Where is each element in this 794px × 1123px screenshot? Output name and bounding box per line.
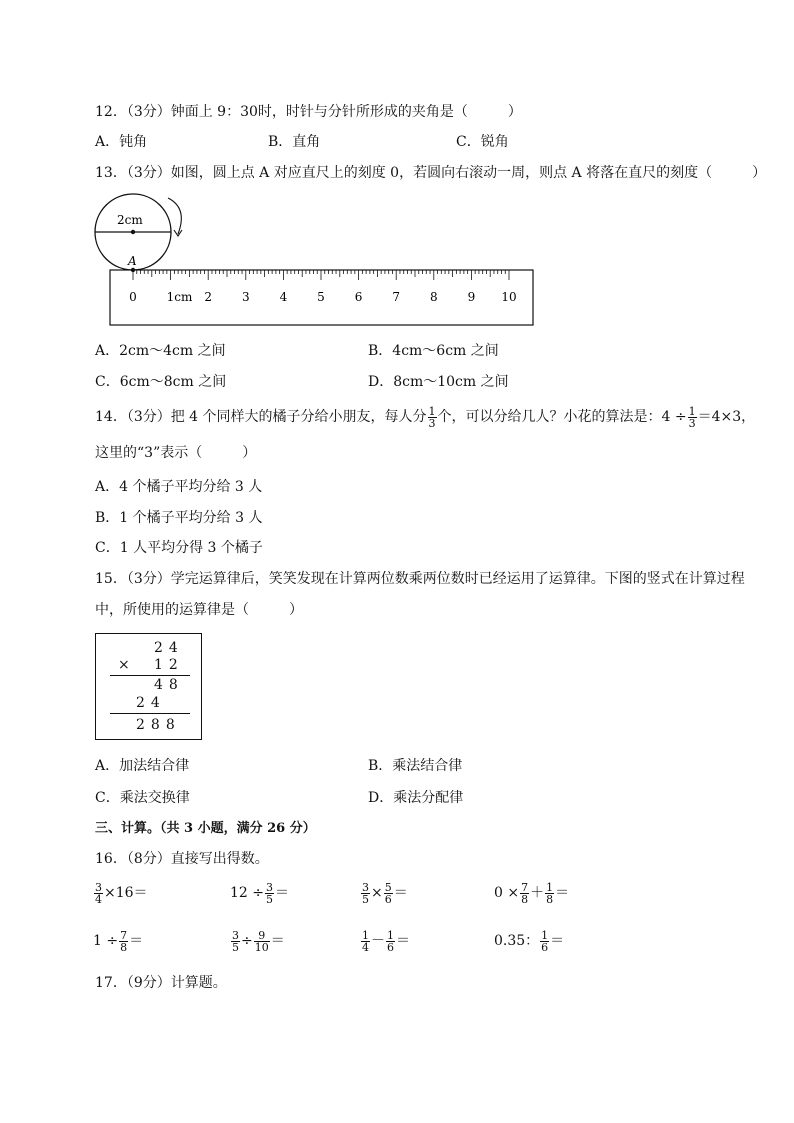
ruler-labels <box>129 290 516 304</box>
ruler-label: 3 <box>241 290 250 304</box>
q16-item-8: 0.35： $\frac{1}{6}$ ＝ <box>494 928 565 954</box>
vertical-rule-2 <box>110 713 190 714</box>
q16-stem: 16．（8分）直接写出得数。 <box>95 851 269 867</box>
vertical-row-2: 12 <box>154 657 184 673</box>
q14-option-c: C．1 人平均分得 3 个橘子 <box>95 540 263 556</box>
ruler-label: 5 <box>317 290 325 304</box>
diameter-label: 2cm <box>117 213 143 227</box>
q14-fraction-2: $\frac{1}{3}$ <box>688 404 696 430</box>
q15-option-c: C．乘法交换律 <box>95 790 190 806</box>
q12-close-paren: ） <box>507 104 522 120</box>
vertical-rule-1 <box>110 675 190 676</box>
q14-stem-mid: 个，可以分给几人？小花的算法是：4 ÷ <box>437 409 687 425</box>
vertical-row-1: 24 <box>154 640 184 656</box>
ruler-label: 0 <box>129 290 137 304</box>
ruler-label: 9 <box>467 290 476 304</box>
q13-option-d: D．8cm～10cm 之间 <box>368 374 509 390</box>
q16-item-1: $\frac{3}{4}$ ×16＝ <box>95 880 148 906</box>
ruler-label: 10 <box>501 290 517 304</box>
q16-item-3: $\frac{3}{5}$ × $\frac{5}{6}$ ＝ <box>362 880 408 906</box>
q13-option-a: A．2cm～4cm 之间 <box>95 343 226 359</box>
ruler-ticks <box>133 270 509 280</box>
multiply-sign: × <box>118 657 136 673</box>
q15-option-b: B．乘法结合律 <box>368 758 463 774</box>
q14-fraction-1: $\frac{1}{3}$ <box>428 404 436 430</box>
q14-option-b: B．1 个橘子平均分给 3 人 <box>95 510 263 526</box>
q15-line2 <box>95 601 303 619</box>
q13-stem <box>95 164 766 182</box>
vertical-row-4: 24 <box>136 695 166 711</box>
ruler-label: 1cm <box>166 290 193 304</box>
ruler-label: 7 <box>392 290 401 304</box>
ruler-label: 8 <box>429 290 438 304</box>
q13-figure <box>90 190 550 330</box>
q16-item-7: $\frac{1}{4}$ － $\frac{1}{6}$ ＝ <box>362 928 410 954</box>
q15-option-d: D．乘法分配律 <box>368 790 464 806</box>
q14-option-a: A．4 个橘子平均分给 3 人 <box>95 479 263 495</box>
circle-center <box>131 230 135 234</box>
q14-line2 <box>95 444 256 462</box>
q13-option-b: B．4cm～6cm 之间 <box>368 343 499 359</box>
q14-stem <box>95 404 755 430</box>
q12-option-a: A．钝角 <box>95 134 148 150</box>
ruler-label: 4 <box>279 290 288 304</box>
rotation-arrow-icon <box>168 198 181 234</box>
q12-option-b: B．直角 <box>268 134 321 150</box>
q12-stem-text: 12．（3分）钟面上 9：30时，时针与分针所形成的夹角是（ <box>95 104 468 120</box>
q14-line2-text: 这里的“3”表示（ <box>95 445 203 461</box>
vertical-multiplication <box>95 633 202 740</box>
q12-stem <box>95 103 522 121</box>
ruler-label: 6 <box>354 290 363 304</box>
q12-option-c: C．锐角 <box>456 134 509 150</box>
q16-item-2: 12 ÷ $\frac{3}{5}$ ＝ <box>230 880 289 906</box>
q15-stem: 15．（3分）学完运算律后，笑笑发现在计算两位数乘两位数时已经运用了运算律。下图的竖式在计算过程 <box>95 571 745 587</box>
q13-close-paren: ） <box>752 165 767 181</box>
q16-item-4: 0 × $\frac{7}{8}$ ＋ $\frac{1}{8}$ ＝ <box>494 880 570 906</box>
q16-item-5: 1 ÷ $\frac{7}{8}$ ＝ <box>93 928 144 954</box>
q16-item-6: $\frac{3}{5}$ ÷ $\frac{9}{10}$ ＝ <box>232 928 285 954</box>
q15-line2-text: 中，所使用的运算律是（ <box>95 602 249 618</box>
q14-stem-post: ＝4×3， <box>697 409 756 425</box>
ruler-label: 2 <box>204 290 213 304</box>
point-a-label: A <box>128 254 137 268</box>
q17-stem: 17．（9分）计算题。 <box>95 975 227 991</box>
vertical-row-5: 288 <box>136 717 181 733</box>
q15-option-a: A．加法结合律 <box>95 758 190 774</box>
q13-option-c: C．6cm～8cm 之间 <box>95 374 227 390</box>
q15-close-paren: ） <box>289 602 303 618</box>
q13-stem-text: 13．（3分）如图，圆上点 A 对应直尺上的刻度 0，若圆向右滚动一周，则点 A 将落在直尺的刻度（ <box>95 165 713 181</box>
q14-close-paren: ） <box>242 445 257 461</box>
section-3-title: 三、计算。（共 3 小题，满分 26 分） <box>95 821 316 836</box>
vertical-row-3: 48 <box>154 677 184 693</box>
q14-stem-pre: 14．（3分）把 4 个同样大的橘子分给小朋友，每人分 <box>95 409 427 425</box>
